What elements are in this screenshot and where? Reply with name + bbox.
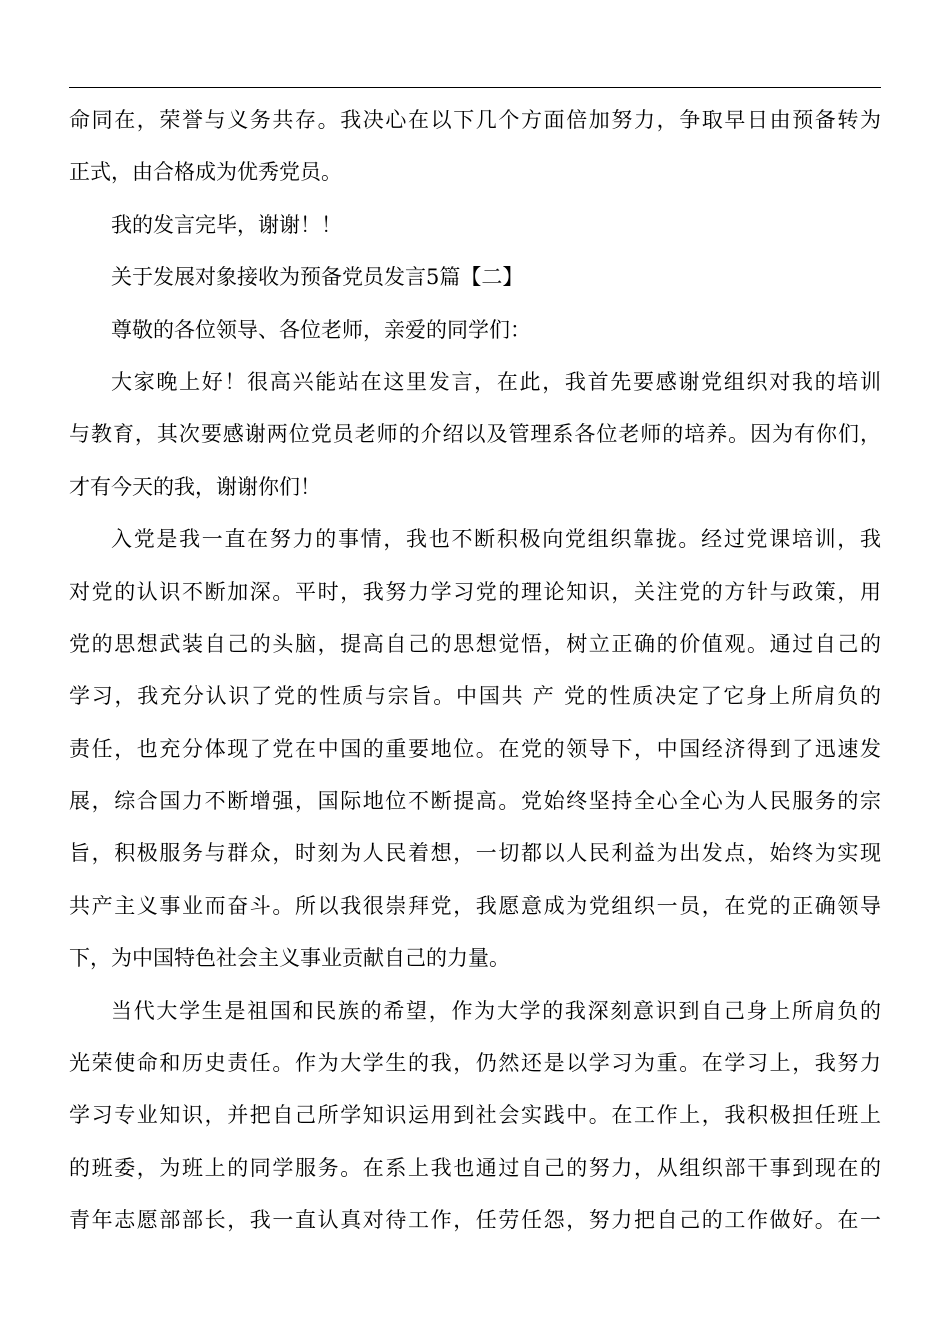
header-rule [69,87,881,88]
text-line: 旨，积极服务与群众，时刻为人民着想，一切都以人民利益为出发点，始终为实现 [69,841,881,866]
text-line: 光荣使命和历史责任。作为大学生的我，仍然还是以学习为重。在学习上，我努力 [69,1051,881,1076]
text-line: 学习，我充分认识了党的性质与宗旨。中国共 产 党的性质决定了它身上所肩负的 [69,684,881,709]
text-line: 才有今天的我，谢谢你们！ [69,474,321,499]
text-line: 下，为中国特色社会主义事业贡献自己的力量。 [69,946,510,971]
salutation: 尊敬的各位领导、各位老师，亲爱的同学们： [111,317,531,342]
body-text [69,94,881,1247]
text-line: 我的发言完毕，谢谢！！ [111,212,342,237]
text-line: 的班委，为班上的同学服务。在系上我也通过自己的努力，从组织部干事到现在的 [69,1155,881,1180]
section-heading: 关于发展对象接收为预备党员发言5篇【二】 [111,265,524,290]
text-line: 共产主义事业而奋斗。所以我很崇拜党，我愿意成为党组织一员，在党的正确领导 [69,893,881,918]
text-line: 展，综合国力不断增强，国际地位不断提高。党始终坚持全心全心为人民服务的宗 [69,789,881,814]
text-line: 学习专业知识，并把自己所学知识运用到社会实践中。在工作上，我积极担任班上 [69,1103,881,1128]
text-line: 青年志愿部部长，我一直认真对待工作，任劳任怨，努力把自己的工作做好。在一 [69,1208,881,1233]
text-line: 当代大学生是祖国和民族的希望，作为大学的我深刻意识到自己身上所肩负的 [111,998,881,1023]
text-line: 命同在，荣誉与义务共存。我决心在以下几个方面倍加努力，争取早日由预备转为 [69,108,881,132]
text-line: 大家晚上好！很高兴能站在这里发言，在此，我首先要感谢党组织对我的培训 [111,369,881,394]
text-line: 正式，由合格成为优秀党员。 [69,160,342,185]
text-line: 入党是我一直在努力的事情，我也不断积极向党组织靠拢。经过党课培训，我 [111,527,881,552]
text-line: 与教育，其次要感谢两位党员老师的介绍以及管理系各位老师的培养。因为有你们， [69,422,881,447]
text-line: 党的思想武装自己的头脑，提高自己的思想觉悟，树立正确的价值观。通过自己的 [69,631,881,656]
text-line: 责任，也充分体现了党在中国的重要地位。在党的领导下，中国经济得到了迅速发 [69,736,881,761]
text-line: 对党的认识不断加深。平时，我努力学习党的理论知识，关注党的方针与政策，用 [69,579,881,604]
